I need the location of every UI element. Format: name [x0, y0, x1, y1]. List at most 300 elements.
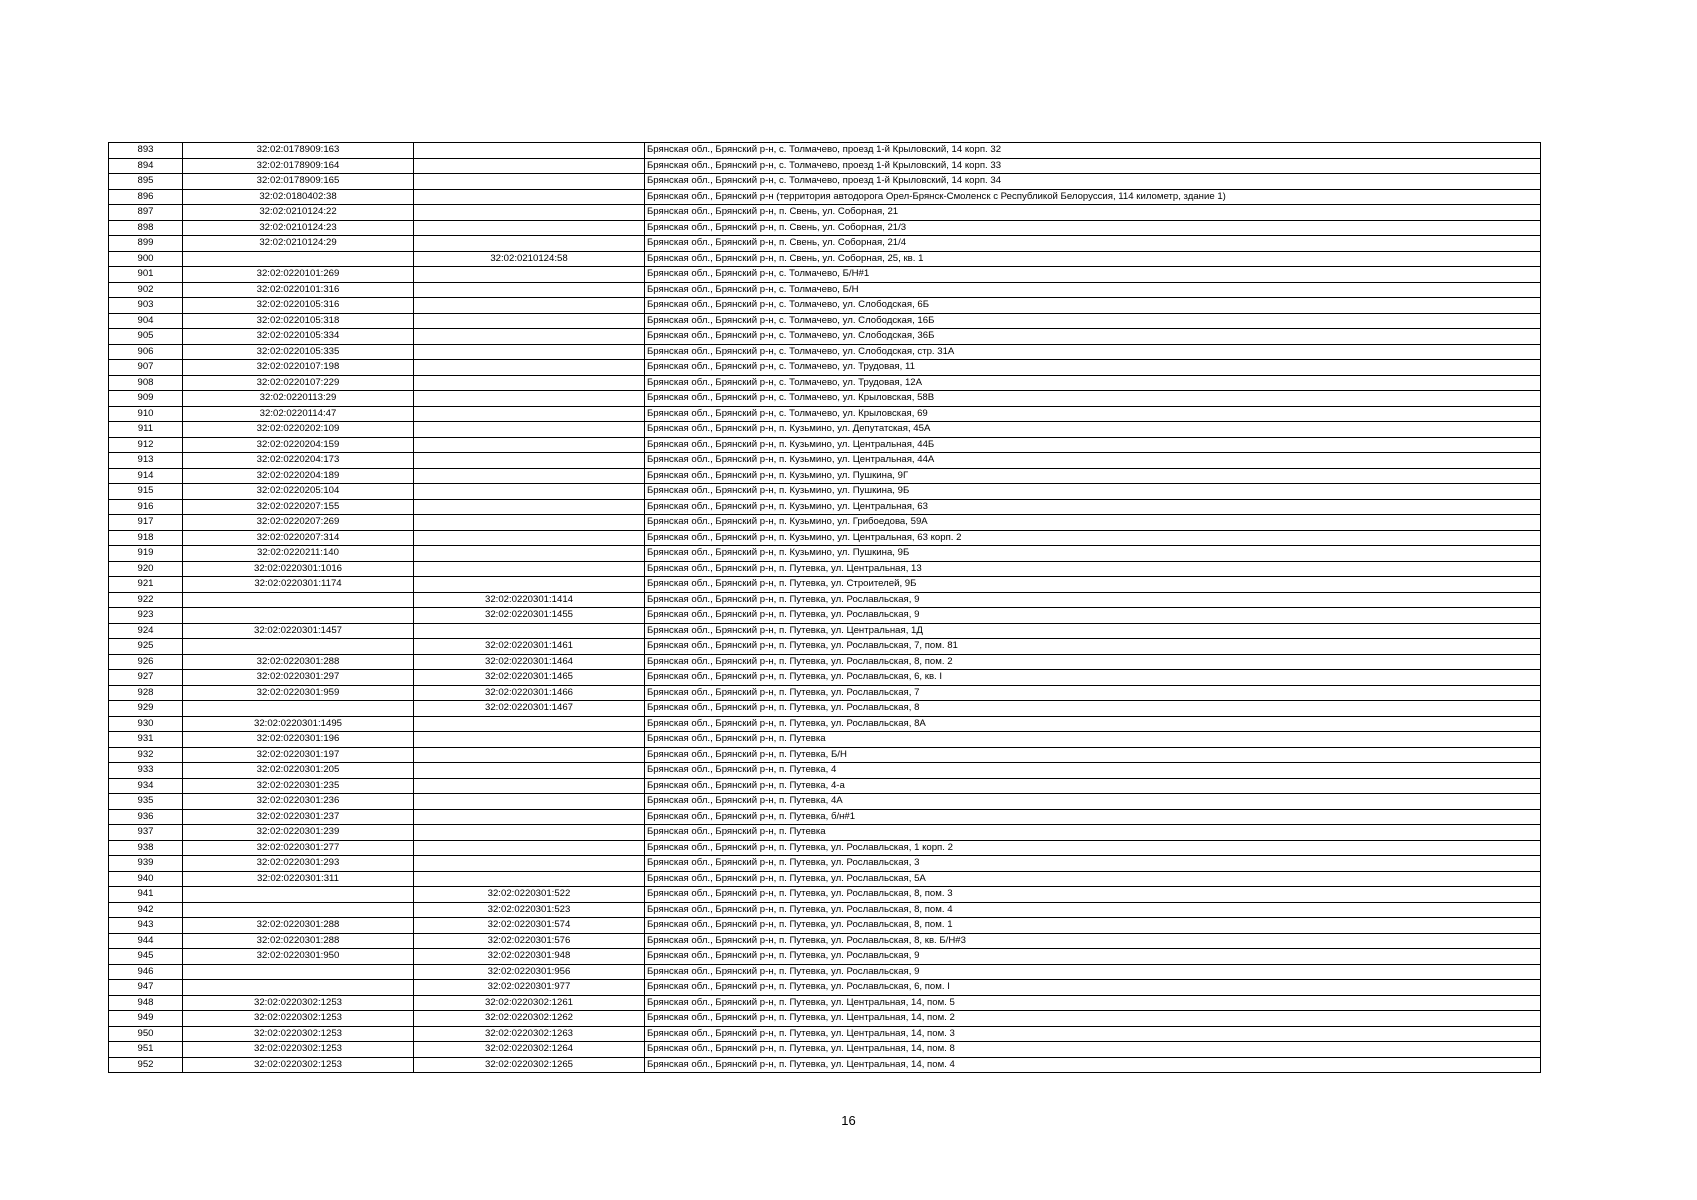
premise-cadastral-cell: [414, 825, 645, 841]
address-cell: Брянская обл., Брянский р-н, п. Путевка, ул. Рославльская, 8, пом. 4: [645, 902, 1541, 918]
address-cell: Брянская обл., Брянский р-н, п. Путевка, ул. Рославльская, 1 корп. 2: [645, 840, 1541, 856]
table-row: [109, 329, 1541, 345]
building-cadastral-cell: 32:02:0210124:29: [183, 236, 414, 252]
premise-cadastral-cell: 32:02:0220301:574: [414, 918, 645, 934]
table-row: [109, 406, 1541, 422]
table-row: [109, 282, 1541, 298]
building-cadastral-cell: [183, 902, 414, 918]
premise-cadastral-cell: 32:02:0220301:1467: [414, 701, 645, 717]
address-cell: Брянская обл., Брянский р-н, п. Путевка, ул. Рославльская, 3: [645, 856, 1541, 872]
premise-cadastral-cell: [414, 313, 645, 329]
premise-cadastral-cell: [414, 360, 645, 376]
premise-cadastral-cell: 32:02:0220302:1263: [414, 1026, 645, 1042]
table-row: [109, 220, 1541, 236]
table-row: [109, 143, 1541, 159]
building-cadastral-cell: 32:02:0220211:140: [183, 546, 414, 562]
address-cell: Брянская обл., Брянский р-н, п. Кузьмино, ул. Депутатская, 45А: [645, 422, 1541, 438]
address-cell: Брянская обл., Брянский р-н, п. Кузьмино, ул. Грибоедова, 59А: [645, 515, 1541, 531]
table-row: [109, 453, 1541, 469]
building-cadastral-cell: 32:02:0220302:1253: [183, 1057, 414, 1073]
table-row: [109, 887, 1541, 903]
table-row: [109, 344, 1541, 360]
premise-cadastral-cell: 32:02:0220301:1414: [414, 592, 645, 608]
address-cell: Брянская обл., Брянский р-н, п. Путевка: [645, 732, 1541, 748]
table-row: [109, 515, 1541, 531]
table-row: [109, 933, 1541, 949]
row-number-cell: 934: [109, 778, 183, 794]
row-number-cell: 920: [109, 561, 183, 577]
building-cadastral-cell: [183, 608, 414, 624]
row-number-cell: 939: [109, 856, 183, 872]
table-row: [109, 670, 1541, 686]
premise-cadastral-cell: [414, 515, 645, 531]
row-number-cell: 951: [109, 1042, 183, 1058]
table-row: [109, 918, 1541, 934]
building-cadastral-cell: 32:02:0220301:196: [183, 732, 414, 748]
building-cadastral-cell: 32:02:0220105:334: [183, 329, 414, 345]
premise-cadastral-cell: 32:02:0220301:1464: [414, 654, 645, 670]
address-cell: Брянская обл., Брянский р-н, с. Толмачево, проезд 1-й Крыловский, 14 корп. 32: [645, 143, 1541, 159]
premise-cadastral-cell: [414, 499, 645, 515]
address-cell: Брянская обл., Брянский р-н, п. Кузьмино, ул. Центральная, 44Б: [645, 437, 1541, 453]
table-row: [109, 546, 1541, 562]
premise-cadastral-cell: [414, 794, 645, 810]
premise-cadastral-cell: 32:02:0220301:948: [414, 949, 645, 965]
table-row: [109, 251, 1541, 267]
address-cell: Брянская обл., Брянский р-н, п. Путевка, ул. Рославльская, 8, пом. 3: [645, 887, 1541, 903]
row-number-cell: 944: [109, 933, 183, 949]
table-row: [109, 685, 1541, 701]
row-number-cell: 938: [109, 840, 183, 856]
address-cell: Брянская обл., Брянский р-н, п. Путевка: [645, 825, 1541, 841]
building-cadastral-cell: 32:02:0220301:1174: [183, 577, 414, 593]
building-cadastral-cell: 32:02:0220107:198: [183, 360, 414, 376]
address-cell: Брянская обл., Брянский р-н, п. Путевка, Б/Н: [645, 747, 1541, 763]
address-cell: Брянская обл., Брянский р-н, п. Кузьмино, ул. Центральная, 63 корп. 2: [645, 530, 1541, 546]
registry-table: [108, 142, 1541, 1073]
address-cell: Брянская обл., Брянский р-н, п. Путевка, 4: [645, 763, 1541, 779]
row-number-cell: 917: [109, 515, 183, 531]
table-row: [109, 794, 1541, 810]
address-cell: Брянская обл., Брянский р-н, п. Свень, ул. Соборная, 21/4: [645, 236, 1541, 252]
address-cell: Брянская обл., Брянский р-н, п. Путевка, 4-а: [645, 778, 1541, 794]
row-number-cell: 918: [109, 530, 183, 546]
building-cadastral-cell: [183, 980, 414, 996]
table-row: [109, 902, 1541, 918]
building-cadastral-cell: 32:02:0220301:288: [183, 654, 414, 670]
building-cadastral-cell: 32:02:0220301:1495: [183, 716, 414, 732]
table-row: [109, 809, 1541, 825]
table-row: [109, 1057, 1541, 1073]
premise-cadastral-cell: [414, 437, 645, 453]
building-cadastral-cell: 32:02:0220101:269: [183, 267, 414, 283]
row-number-cell: 929: [109, 701, 183, 717]
table-row: [109, 298, 1541, 314]
row-number-cell: 943: [109, 918, 183, 934]
building-cadastral-cell: 32:02:0220105:316: [183, 298, 414, 314]
building-cadastral-cell: 32:02:0220114:47: [183, 406, 414, 422]
row-number-cell: 947: [109, 980, 183, 996]
row-number-cell: 908: [109, 375, 183, 391]
address-cell: Брянская обл., Брянский р-н, п. Путевка, ул. Центральная, 14, пом. 3: [645, 1026, 1541, 1042]
row-number-cell: 899: [109, 236, 183, 252]
building-cadastral-cell: 32:02:0220301:239: [183, 825, 414, 841]
address-cell: Брянская обл., Брянский р-н, п. Кузьмино, ул. Центральная, 63: [645, 499, 1541, 515]
table-row: [109, 158, 1541, 174]
table-row: [109, 623, 1541, 639]
address-cell: Брянская обл., Брянский р-н, п. Путевка, ул. Рославльская, 9: [645, 949, 1541, 965]
row-number-cell: 924: [109, 623, 183, 639]
address-cell: Брянская обл., Брянский р-н, п. Путевка, 4А: [645, 794, 1541, 810]
row-number-cell: 904: [109, 313, 183, 329]
row-number-cell: 922: [109, 592, 183, 608]
premise-cadastral-cell: 32:02:0220301:1455: [414, 608, 645, 624]
building-cadastral-cell: 32:02:0220113:29: [183, 391, 414, 407]
table-row: [109, 747, 1541, 763]
address-cell: Брянская обл., Брянский р-н, п. Путевка, б/н#1: [645, 809, 1541, 825]
table-row: [109, 825, 1541, 841]
address-cell: Брянская обл., Брянский р-н, с. Толмачево, ул. Трудовая, 12А: [645, 375, 1541, 391]
address-cell: Брянская обл., Брянский р-н, п. Путевка, ул. Рославльская, 7: [645, 685, 1541, 701]
building-cadastral-cell: 32:02:0220301:297: [183, 670, 414, 686]
building-cadastral-cell: 32:02:0178909:165: [183, 174, 414, 190]
building-cadastral-cell: 32:02:0220207:155: [183, 499, 414, 515]
building-cadastral-cell: [183, 639, 414, 655]
building-cadastral-cell: [183, 251, 414, 267]
building-cadastral-cell: 32:02:0220301:288: [183, 918, 414, 934]
address-cell: Брянская обл., Брянский р-н, п. Путевка, ул. Строителей, 9Б: [645, 577, 1541, 593]
premise-cadastral-cell: [414, 267, 645, 283]
premise-cadastral-cell: 32:02:0220302:1264: [414, 1042, 645, 1058]
table-row: [109, 267, 1541, 283]
row-number-cell: 937: [109, 825, 183, 841]
table-row: [109, 313, 1541, 329]
address-cell: Брянская обл., Брянский р-н, с. Толмачево, ул. Трудовая, 11: [645, 360, 1541, 376]
premise-cadastral-cell: [414, 453, 645, 469]
row-number-cell: 925: [109, 639, 183, 655]
address-cell: Брянская обл., Брянский р-н, п. Путевка, ул. Рославльская, 9: [645, 608, 1541, 624]
row-number-cell: 927: [109, 670, 183, 686]
table-row: [109, 701, 1541, 717]
building-cadastral-cell: 32:02:0220301:293: [183, 856, 414, 872]
premise-cadastral-cell: 32:02:0220301:956: [414, 964, 645, 980]
address-cell: Брянская обл., Брянский р-н, с. Толмачево, ул. Крыловская, 69: [645, 406, 1541, 422]
table-row: [109, 437, 1541, 453]
row-number-cell: 903: [109, 298, 183, 314]
premise-cadastral-cell: [414, 236, 645, 252]
table-row: [109, 1026, 1541, 1042]
building-cadastral-cell: 32:02:0220202:109: [183, 422, 414, 438]
address-cell: Брянская обл., Брянский р-н, с. Толмачево, проезд 1-й Крыловский, 14 корп. 33: [645, 158, 1541, 174]
row-number-cell: 916: [109, 499, 183, 515]
building-cadastral-cell: [183, 701, 414, 717]
address-cell: Брянская обл., Брянский р-н, п. Путевка, ул. Рославльская, 5А: [645, 871, 1541, 887]
building-cadastral-cell: 32:02:0210124:23: [183, 220, 414, 236]
building-cadastral-cell: 32:02:0220207:314: [183, 530, 414, 546]
address-cell: Брянская обл., Брянский р-н, п. Путевка, ул. Рославльская, 8, пом. 2: [645, 654, 1541, 670]
row-number-cell: 928: [109, 685, 183, 701]
address-cell: Брянская обл., Брянский р-н, п. Путевка, ул. Центральная, 13: [645, 561, 1541, 577]
address-cell: Брянская обл., Брянский р-н, с. Толмачево, ул. Слободская, 36Б: [645, 329, 1541, 345]
row-number-cell: 919: [109, 546, 183, 562]
table-row: [109, 530, 1541, 546]
table-row: [109, 174, 1541, 190]
building-cadastral-cell: 32:02:0220301:1457: [183, 623, 414, 639]
building-cadastral-cell: 32:02:0220301:236: [183, 794, 414, 810]
address-cell: Брянская обл., Брянский р-н, п. Путевка, ул. Рославльская, 6, пом. I: [645, 980, 1541, 996]
building-cadastral-cell: 32:02:0220302:1253: [183, 1042, 414, 1058]
building-cadastral-cell: 32:02:0210124:22: [183, 205, 414, 221]
row-number-cell: 933: [109, 763, 183, 779]
premise-cadastral-cell: [414, 856, 645, 872]
table-row: [109, 763, 1541, 779]
premise-cadastral-cell: 32:02:0220301:1461: [414, 639, 645, 655]
address-cell: Брянская обл., Брянский р-н, п. Путевка, ул. Центральная, 14, пом. 4: [645, 1057, 1541, 1073]
building-cadastral-cell: 32:02:0180402:38: [183, 189, 414, 205]
building-cadastral-cell: 32:02:0220301:1016: [183, 561, 414, 577]
row-number-cell: 896: [109, 189, 183, 205]
premise-cadastral-cell: [414, 174, 645, 190]
table-row: [109, 856, 1541, 872]
table-row: [109, 205, 1541, 221]
address-cell: Брянская обл., Брянский р-н, п. Кузьмино, ул. Пушкина, 9Б: [645, 546, 1541, 562]
page-number: 16: [841, 1113, 856, 1128]
row-number-cell: 913: [109, 453, 183, 469]
registry-table-body: [109, 143, 1541, 1073]
building-cadastral-cell: 32:02:0220302:1253: [183, 1011, 414, 1027]
row-number-cell: 897: [109, 205, 183, 221]
table-row: [109, 778, 1541, 794]
address-cell: Брянская обл., Брянский р-н, с. Толмачево, ул. Слободская, стр. 31А: [645, 344, 1541, 360]
table-row: [109, 608, 1541, 624]
address-cell: Брянская обл., Брянский р-н, п. Путевка, ул. Центральная, 14, пом. 8: [645, 1042, 1541, 1058]
premise-cadastral-cell: [414, 189, 645, 205]
table-row: [109, 189, 1541, 205]
premise-cadastral-cell: [414, 561, 645, 577]
premise-cadastral-cell: [414, 763, 645, 779]
premise-cadastral-cell: 32:02:0220301:977: [414, 980, 645, 996]
premise-cadastral-cell: 32:02:0220302:1262: [414, 1011, 645, 1027]
building-cadastral-cell: 32:02:0220301:288: [183, 933, 414, 949]
table-row: [109, 1042, 1541, 1058]
premise-cadastral-cell: [414, 716, 645, 732]
table-row: [109, 980, 1541, 996]
row-number-cell: 948: [109, 995, 183, 1011]
premise-cadastral-cell: [414, 732, 645, 748]
address-cell: Брянская обл., Брянский р-н, п. Путевка, ул. Рославльская, 8: [645, 701, 1541, 717]
row-number-cell: 930: [109, 716, 183, 732]
row-number-cell: 909: [109, 391, 183, 407]
address-cell: Брянская обл., Брянский р-н, п. Свень, ул. Соборная, 21: [645, 205, 1541, 221]
table-row: [109, 840, 1541, 856]
row-number-cell: 950: [109, 1026, 183, 1042]
address-cell: Брянская обл., Брянский р-н, п. Путевка, ул. Рославльская, 8, кв. Б/Н#3: [645, 933, 1541, 949]
address-cell: Брянская обл., Брянский р-н, с. Толмачево, ул. Слободская, 6Б: [645, 298, 1541, 314]
premise-cadastral-cell: [414, 577, 645, 593]
building-cadastral-cell: 32:02:0220302:1253: [183, 995, 414, 1011]
premise-cadastral-cell: 32:02:0220302:1265: [414, 1057, 645, 1073]
premise-cadastral-cell: [414, 468, 645, 484]
row-number-cell: 931: [109, 732, 183, 748]
table-row: [109, 654, 1541, 670]
premise-cadastral-cell: 32:02:0220301:522: [414, 887, 645, 903]
table-row: [109, 716, 1541, 732]
row-number-cell: 906: [109, 344, 183, 360]
address-cell: Брянская обл., Брянский р-н, с. Толмачево, Б/Н#1: [645, 267, 1541, 283]
building-cadastral-cell: 32:02:0220204:173: [183, 453, 414, 469]
address-cell: Брянская обл., Брянский р-н, п. Свень, ул. Соборная, 25, кв. 1: [645, 251, 1541, 267]
table-row: [109, 949, 1541, 965]
row-number-cell: 905: [109, 329, 183, 345]
row-number-cell: 926: [109, 654, 183, 670]
table-row: [109, 484, 1541, 500]
row-number-cell: 914: [109, 468, 183, 484]
row-number-cell: 893: [109, 143, 183, 159]
premise-cadastral-cell: 32:02:0220301:1465: [414, 670, 645, 686]
building-cadastral-cell: 32:02:0220101:316: [183, 282, 414, 298]
building-cadastral-cell: 32:02:0220301:205: [183, 763, 414, 779]
row-number-cell: 936: [109, 809, 183, 825]
row-number-cell: 894: [109, 158, 183, 174]
premise-cadastral-cell: [414, 422, 645, 438]
address-cell: Брянская обл., Брянский р-н, п. Путевка, ул. Рославльская, 7, пом. 81: [645, 639, 1541, 655]
premise-cadastral-cell: [414, 282, 645, 298]
address-cell: Брянская обл., Брянский р-н, п. Путевка, ул. Центральная, 14, пом. 5: [645, 995, 1541, 1011]
table-row: [109, 592, 1541, 608]
address-cell: Брянская обл., Брянский р-н (территория автодорога Орел-Брянск-Смоленск с Республикой Белоруссия, 114 километр, здание 1): [645, 189, 1541, 205]
table-row: [109, 422, 1541, 438]
building-cadastral-cell: 32:02:0220205:104: [183, 484, 414, 500]
row-number-cell: 940: [109, 871, 183, 887]
building-cadastral-cell: [183, 592, 414, 608]
premise-cadastral-cell: [414, 391, 645, 407]
table-row: [109, 577, 1541, 593]
row-number-cell: 946: [109, 964, 183, 980]
table-row: [109, 732, 1541, 748]
row-number-cell: 952: [109, 1057, 183, 1073]
building-cadastral-cell: 32:02:0220302:1253: [183, 1026, 414, 1042]
address-cell: Брянская обл., Брянский р-н, п. Кузьмино, ул. Центральная, 44А: [645, 453, 1541, 469]
address-cell: Брянская обл., Брянский р-н, с. Толмачево, Б/Н: [645, 282, 1541, 298]
table-row: [109, 236, 1541, 252]
premise-cadastral-cell: 32:02:0220301:523: [414, 902, 645, 918]
premise-cadastral-cell: [414, 484, 645, 500]
row-number-cell: 900: [109, 251, 183, 267]
address-cell: Брянская обл., Брянский р-н, п. Путевка, ул. Рославльская, 8, пом. 1: [645, 918, 1541, 934]
building-cadastral-cell: 32:02:0220301:197: [183, 747, 414, 763]
building-cadastral-cell: 32:02:0178909:163: [183, 143, 414, 159]
premise-cadastral-cell: [414, 298, 645, 314]
row-number-cell: 907: [109, 360, 183, 376]
table-row: [109, 360, 1541, 376]
premise-cadastral-cell: [414, 747, 645, 763]
premise-cadastral-cell: [414, 375, 645, 391]
address-cell: Брянская обл., Брянский р-н, п. Путевка, ул. Рославльская, 9: [645, 592, 1541, 608]
building-cadastral-cell: 32:02:0220105:318: [183, 313, 414, 329]
table-row: [109, 561, 1541, 577]
address-cell: Брянская обл., Брянский р-н, п. Свень, ул. Соборная, 21/3: [645, 220, 1541, 236]
premise-cadastral-cell: [414, 220, 645, 236]
premise-cadastral-cell: [414, 778, 645, 794]
row-number-cell: 935: [109, 794, 183, 810]
address-cell: Брянская обл., Брянский р-н, п. Путевка, ул. Рославльская, 6, кв. I: [645, 670, 1541, 686]
address-cell: Брянская обл., Брянский р-н, п. Кузьмино, ул. Пушкина, 9Б: [645, 484, 1541, 500]
premise-cadastral-cell: [414, 840, 645, 856]
address-cell: Брянская обл., Брянский р-н, п. Путевка, ул. Рославльская, 9: [645, 964, 1541, 980]
table-row: [109, 375, 1541, 391]
building-cadastral-cell: 32:02:0220301:959: [183, 685, 414, 701]
row-number-cell: 949: [109, 1011, 183, 1027]
row-number-cell: 912: [109, 437, 183, 453]
row-number-cell: 911: [109, 422, 183, 438]
row-number-cell: 942: [109, 902, 183, 918]
row-number-cell: 923: [109, 608, 183, 624]
premise-cadastral-cell: [414, 623, 645, 639]
premise-cadastral-cell: [414, 329, 645, 345]
table-row: [109, 391, 1541, 407]
building-cadastral-cell: 32:02:0220107:229: [183, 375, 414, 391]
table-row: [109, 995, 1541, 1011]
premise-cadastral-cell: [414, 809, 645, 825]
row-number-cell: 902: [109, 282, 183, 298]
row-number-cell: 898: [109, 220, 183, 236]
table-row: [109, 639, 1541, 655]
address-cell: Брянская обл., Брянский р-н, п. Путевка, ул. Рославльская, 8А: [645, 716, 1541, 732]
address-cell: Брянская обл., Брянский р-н, п. Кузьмино, ул. Пушкина, 9Г: [645, 468, 1541, 484]
building-cadastral-cell: 32:02:0220301:950: [183, 949, 414, 965]
premise-cadastral-cell: [414, 546, 645, 562]
building-cadastral-cell: 32:02:0220301:235: [183, 778, 414, 794]
building-cadastral-cell: [183, 887, 414, 903]
row-number-cell: 941: [109, 887, 183, 903]
premise-cadastral-cell: 32:02:0210124:58: [414, 251, 645, 267]
row-number-cell: 915: [109, 484, 183, 500]
premise-cadastral-cell: [414, 406, 645, 422]
premise-cadastral-cell: [414, 143, 645, 159]
premise-cadastral-cell: [414, 530, 645, 546]
premise-cadastral-cell: 32:02:0220302:1261: [414, 995, 645, 1011]
address-cell: Брянская обл., Брянский р-н, п. Путевка, ул. Центральная, 1Д: [645, 623, 1541, 639]
premise-cadastral-cell: 32:02:0220301:576: [414, 933, 645, 949]
premise-cadastral-cell: 32:02:0220301:1466: [414, 685, 645, 701]
table-row: [109, 1011, 1541, 1027]
table-row: [109, 871, 1541, 887]
row-number-cell: 932: [109, 747, 183, 763]
premise-cadastral-cell: [414, 871, 645, 887]
building-cadastral-cell: 32:02:0220301:237: [183, 809, 414, 825]
address-cell: Брянская обл., Брянский р-н, с. Толмачево, проезд 1-й Крыловский, 14 корп. 34: [645, 174, 1541, 190]
row-number-cell: 945: [109, 949, 183, 965]
address-cell: Брянская обл., Брянский р-н, п. Путевка, ул. Центральная, 14, пом. 2: [645, 1011, 1541, 1027]
address-cell: Брянская обл., Брянский р-н, с. Толмачево, ул. Крыловская, 58В: [645, 391, 1541, 407]
premise-cadastral-cell: [414, 205, 645, 221]
building-cadastral-cell: 32:02:0220105:335: [183, 344, 414, 360]
premise-cadastral-cell: [414, 158, 645, 174]
building-cadastral-cell: 32:02:0220301:277: [183, 840, 414, 856]
row-number-cell: 910: [109, 406, 183, 422]
row-number-cell: 921: [109, 577, 183, 593]
row-number-cell: 901: [109, 267, 183, 283]
table-row: [109, 499, 1541, 515]
row-number-cell: 895: [109, 174, 183, 190]
building-cadastral-cell: 32:02:0220301:311: [183, 871, 414, 887]
table-row: [109, 468, 1541, 484]
building-cadastral-cell: 32:02:0220204:189: [183, 468, 414, 484]
address-cell: Брянская обл., Брянский р-н, с. Толмачево, ул. Слободская, 16Б: [645, 313, 1541, 329]
table-row: [109, 964, 1541, 980]
premise-cadastral-cell: [414, 344, 645, 360]
building-cadastral-cell: 32:02:0178909:164: [183, 158, 414, 174]
